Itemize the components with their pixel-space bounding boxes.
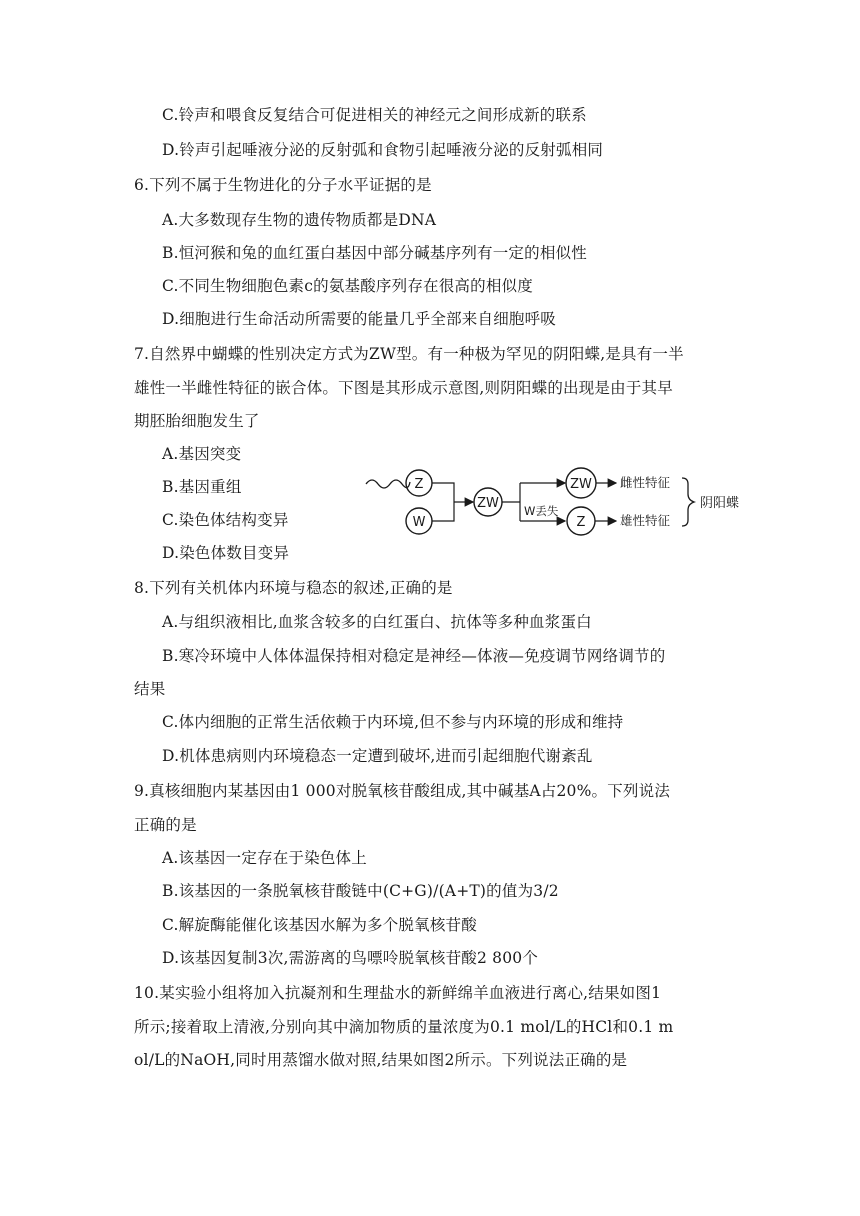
q8-option-d: D.机体患病则内环境稳态一定遭到破坏,进而引起细胞代谢紊乱 [162, 747, 593, 765]
w-loss-label: W丢失 [524, 504, 559, 518]
q9-stem-line2: 正确的是 [134, 816, 197, 834]
z-gamete-label: Z [414, 477, 424, 492]
q6-option-d: D.细胞进行生命活动所需要的能量几乎全部来自细胞呼吸 [162, 310, 557, 328]
q7-option-c: C.染色体结构变异 [162, 511, 289, 529]
q8-option-a: A.与组织液相比,血浆含较多的白红蛋白、抗体等多种血浆蛋白 [162, 613, 592, 631]
q6-option-c: C.不同生物细胞色素c的氨基酸序列存在很高的相似度 [162, 277, 533, 295]
q7-stem-line2: 雄性一半雌性特征的嵌合体。下图是其形成示意图,则阴阳蝶的出现是由于其早 [134, 379, 673, 397]
q9-stem-line1: 9.真核细胞内某基因由1 000对脱氧核苷酸组成,其中碱基A占20%。下列说法 [134, 782, 671, 800]
q9-option-c: C.解旋酶能催化该基因水解为多个脱氧核苷酸 [162, 916, 477, 934]
q8-option-b-line2: 结果 [134, 680, 166, 698]
q7-option-a: A.基因突变 [162, 445, 242, 463]
q8-stem: 8.下列有关机体内环境与稳态的叙述,正确的是 [134, 579, 453, 597]
q7-stem-line3: 期胚胎细胞发生了 [134, 412, 260, 430]
q10-stem-line1: 10.某实验小组将加入抗凝剂和生理盐水的新鲜绵羊血液进行离心,结果如图1 [134, 984, 662, 1002]
q5-option-c: C.铃声和喂食反复结合可促进相关的神经元之间形成新的联系 [162, 106, 587, 124]
q6-option-b: B.恒河猴和兔的血红蛋白基因中部分碱基序列有一定的相似性 [162, 244, 587, 262]
result-label: 阴阳蝶 [700, 496, 740, 511]
q9-option-a: A.该基因一定存在于染色体上 [162, 849, 367, 867]
zw-zygote-label: ZW [477, 496, 499, 511]
female-trait-label: 雌性特征 [620, 475, 671, 490]
q7-stem-line1: 7.自然界中蝴蝶的性别决定方式为ZW型。有一种极为罕见的阴阳蝶,是具有一半 [134, 345, 684, 363]
butterfly-formation-diagram [362, 458, 762, 544]
q5-option-d: D.铃声引起唾液分泌的反射弧和食物引起唾液分泌的反射弧相同 [162, 141, 604, 159]
brace-icon [682, 478, 694, 526]
q9-option-b: B.该基因的一条脱氧核苷酸链中(C+G)/(A+T)的值为3/2 [162, 882, 559, 900]
q6-stem: 6.下列不属于生物进化的分子水平证据的是 [134, 176, 432, 194]
sperm-tail-icon [366, 480, 410, 488]
q10-stem-line3: ol/L的NaOH,同时用蒸馏水做对照,结果如图2所示。下列说法正确的是 [134, 1051, 628, 1069]
q6-option-a: A.大多数现存生物的遗传物质都是DNA [162, 211, 437, 229]
male-trait-label: 雄性特征 [620, 513, 671, 528]
w-gamete-label: W [412, 515, 426, 530]
zw-cell-label: ZW [570, 477, 592, 492]
z-cell-label: Z [576, 515, 586, 530]
q8-option-b-line1: B.寒冷环境中人体体温保持相对稳定是神经—体液—免疫调节网络调节的 [162, 647, 666, 665]
q7-option-d: D.染色体数目变异 [162, 544, 290, 562]
q7-option-b: B.基因重组 [162, 478, 242, 496]
q8-option-c: C.体内细胞的正常生活依赖于内环境,但不参与内环境的形成和维持 [162, 713, 624, 731]
q10-stem-line2: 所示;接着取上清液,分别向其中滴加物质的量浓度为0.1 mol/L的HCl和0.1 m [134, 1018, 674, 1036]
q9-option-d: D.该基因复制3次,需游离的鸟嘌呤脱氧核苷酸2 800个 [162, 949, 539, 967]
